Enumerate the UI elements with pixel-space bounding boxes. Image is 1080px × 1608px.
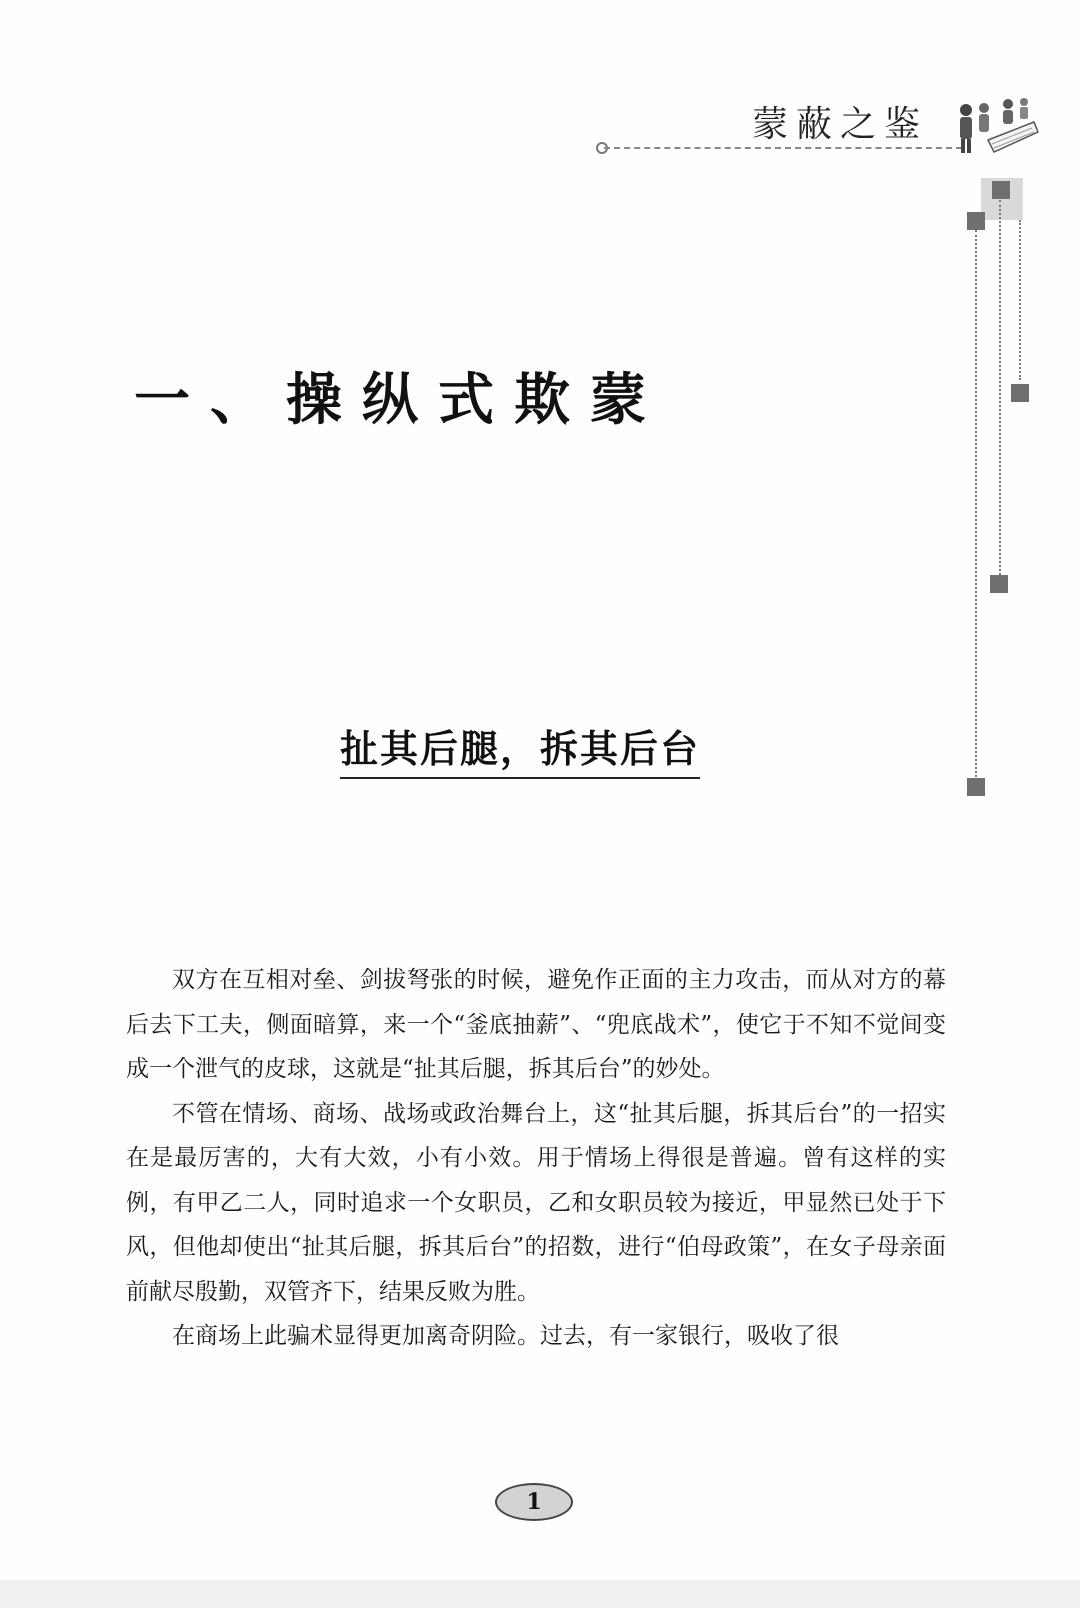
section-title: 扯其后腿，拆其后台	[340, 718, 700, 779]
page-number: 1	[495, 1483, 573, 1521]
header-rule	[604, 147, 962, 149]
rail-dotted-line	[1019, 220, 1021, 380]
rail-square	[992, 181, 1010, 199]
paragraph: 在商场上此骗术显得更加离奇阴险。过去，有一家银行，吸收了很	[172, 1323, 839, 1349]
chapter-title: 一、操纵式欺蒙	[134, 367, 666, 433]
paragraph: 双方在互相对垒、剑拔弩张的时候，避免作正面的主力攻击，而从对方的幕后去下工夫，侧面暗算，来一个“釜底抽薪”、“兜底战术”，使它于不知不觉间变成一个泄气的皮球，这就是“扯其后腿，拆其后台”的妙处。	[126, 967, 946, 1082]
paragraph: 不管在情场、商场、战场或政治舞台上，这“扯其后腿，拆其后台”的一招实在是最厉害的，大有大效，小有小效。用于情场上得很是普遍。曾有这样的实例，有甲乙二人，同时追求一个女职员，乙和女职员较为接近，甲显然已处于下风，但他却使出“扯其后腿，拆其后台”的招数，进行“伯母政策”，在女子母亲面前献尽殷勤，双管齐下，结果反败为胜。	[126, 1100, 946, 1305]
running-header-title: 蒙蔽之鉴	[752, 104, 929, 145]
rail-square	[990, 575, 1008, 593]
rail-dotted-line	[975, 230, 977, 785]
body-text	[126, 958, 946, 1359]
people-book-icon	[948, 92, 1040, 158]
rail-square	[967, 212, 985, 230]
rail-square	[967, 778, 985, 796]
bottom-strip	[0, 1580, 1080, 1608]
rail-square	[1011, 384, 1029, 402]
rail-dotted-line	[999, 200, 1001, 575]
